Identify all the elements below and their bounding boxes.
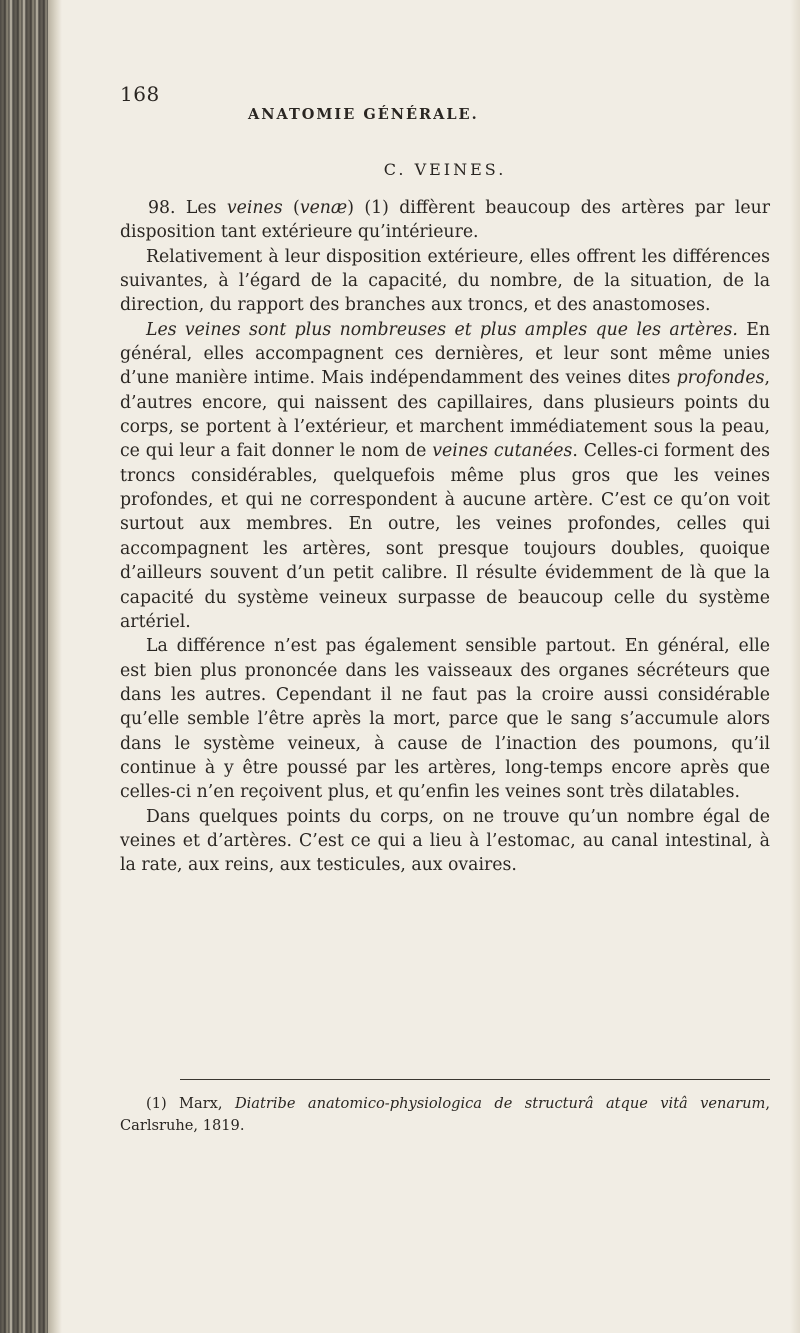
text-run: , Carlsruhe, 1819. [120,1095,770,1134]
paragraph [120,318,770,634]
section-title: C. VEINES. [383,160,507,179]
text-run: 98. Les [148,198,227,218]
page-header [120,82,770,122]
paragraph [120,805,770,878]
text-run: La différence n’est pas également sensible partout. En général, elle est bien plus prononcée dans les vaisseaux des organes sécréteurs que dans les autres. Cependant il ne faut pas la croire aussi considérable qu’elle semble l’être après la mort, parce que le sang s’accumule alors dans le système veineux, à cause de l’inaction des poumons, qu’il continue à y être poussé par les artères, long-temps encore après que celles-ci n’en reçoivent plus, et qu’enfin les veines sont très dilatables. [120,636,770,803]
binding-shadow [48,0,62,1333]
page-edge [790,0,800,1333]
text-run: ( [282,198,300,218]
footnote-text [120,1093,770,1137]
italic-text: profondes [676,368,765,389]
italic-text: Diatribe anatomico-physiologica de structurâ atque vitâ venarum [234,1095,766,1112]
paragraph [120,634,770,804]
italic-text: Les veines sont plus nombreuses et plus amples que les artères. [146,319,738,340]
footnote [120,1093,770,1137]
text-run: , d’autres encore, qui naissent des capillaires, dans plusieurs points du corps, se portent à l’extérieur, et marchent immédiatement sous la peau, ce qui leur a fait donner le nom de [120,368,770,462]
body-text [120,196,770,878]
text-run: Relativement à leur disposition extérieure, elles offrent les différences suivantes, à l’égard de la capacité, du nombre, de la situation, de la direction, du rapport des branches aux troncs, et des anastomoses. [120,246,770,316]
paragraph [120,196,770,245]
italic-text: veines [226,198,283,218]
text-run: (1) Marx, [146,1095,235,1112]
paragraph [120,245,770,318]
footnote-rule [180,1079,770,1080]
text-run: En général, elles accompagnent ces dernières, et leur sont même unies d’une manière intime. Mais indépendamment des veines dites [120,319,770,389]
running-head: ANATOMIE GÉNÉRALE. [248,106,479,123]
text-run: ) (1) diffèrent beaucoup des artères par leur disposition tant extérieure qu’intérieure. [120,198,770,243]
text-run: . Celles-ci forment des troncs considérables, quelquefois même plus gros que les veines profondes, et qui ne correspondent à aucune artère. C’est ce qu’on voit surtout aux membres. En outre, les veines profondes, celles qui accompagnent les artères, sont presque toujours doubles, quoique d’ailleurs souvent d’un petit calibre. Il résulte évidemment de là que la capacité du système veineux surpasse de beaucoup celle du système artériel. [120,441,770,632]
italic-text: veines cutanées [432,441,573,462]
italic-text: venæ [299,198,348,218]
text-run: Dans quelques points du corps, on ne trouve qu’un nombre égal de veines et d’artères. C’est ce qui a lieu à l’estomac, au canal intestinal, à la rate, aux reins, aux testicules, aux ovaires. [120,806,770,876]
book-binding [0,0,48,1333]
page-number: 168 [120,82,160,106]
